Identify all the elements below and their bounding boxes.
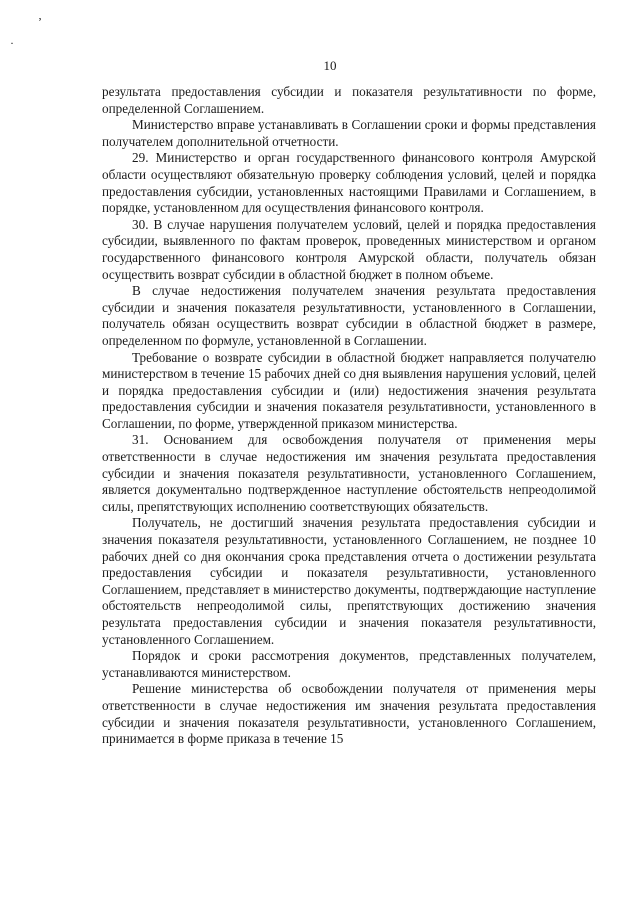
margin-mark-top: ‚ — [38, 8, 42, 22]
paragraph: Получатель, не достигший значения результата предоставления субсидии и значения показателя результативности, установленного Соглашением, не позднее 10 рабочих дней со дня окончания срока представления отчета о достижении результата предоставления субсидии и показателя результативности, установленного Соглашением, представляет в министерство документы, подтверждающие наступление обстоятельств непреодолимой силы, препятствующих достижению значения результата предоставления субсидии и значения показателя результативности, установленного Соглашением. — [102, 515, 596, 647]
paragraph: Министерство вправе устанавливать в Соглашении сроки и формы представления получателем дополнительной отчетности. — [102, 117, 596, 149]
paragraph: 30. В случае нарушения получателем условий, целей и порядка предоставления субсидии, выявленного по фактам проверок, проведенных министерством и органом государственного финансового контроля Амурской области, получатель обязан осуществить возврат субсидии в областной бюджет в полном объеме. — [102, 216, 596, 282]
paragraph: 29. Министерство и орган государственного финансового контроля Амурской области осуществляют обязательную проверку соблюдения условий, целей и порядка предоставления субсидии, установленных настоящими Правилами и Соглашением, в порядке, установленном для осуществления финансового контроля. — [102, 150, 596, 216]
paragraph: В случае недостижения получателем значения результата предоставления субсидии и значения показателя результативности, установленного в Соглашении, получатель обязан осуществить возврат субсидии в областной бюджет в размере, определенном по формуле, установленной в Соглашении. — [102, 283, 596, 348]
paragraph: результата предоставления субсидии и показателя результативности по форме, определенной Соглашением. — [102, 84, 596, 116]
paragraph: Требование о возврате субсидии в областной бюджет направляется получателю министерством в течение 15 рабочих дней со дня выявления нарушения условий, целей и порядка предоставления субсидии и (или) недостижения значения результата предоставления субсидии и значения показателя результативности, установленного в Соглашении, по форме, утвержденной приказом министерства. — [102, 349, 596, 431]
paragraph: 31. Основанием для освобождения получателя от применения меры ответственности в случае недостижения им значения результата предоставления субсидии и значения показателя результативности, установленного Соглашением, является документально подтвержденное наступление обстоятельств непреодолимой силы, препятствующих исполнению соответствующих обязательств. — [102, 432, 596, 514]
paragraph: Порядок и сроки рассмотрения документов, представленных получателем, устанавливаются министерством. — [102, 648, 596, 680]
margin-mark-left: · — [10, 36, 14, 50]
paragraph: Решение министерства об освобождении получателя от применения меры ответственности в случае недостижения им значения результата предоставления субсидии и значения показателя результативности, установленного Соглашением, принимается в форме приказа в течение 15 — [102, 681, 596, 747]
page-number: 10 — [323, 58, 337, 73]
document-body — [102, 84, 596, 748]
